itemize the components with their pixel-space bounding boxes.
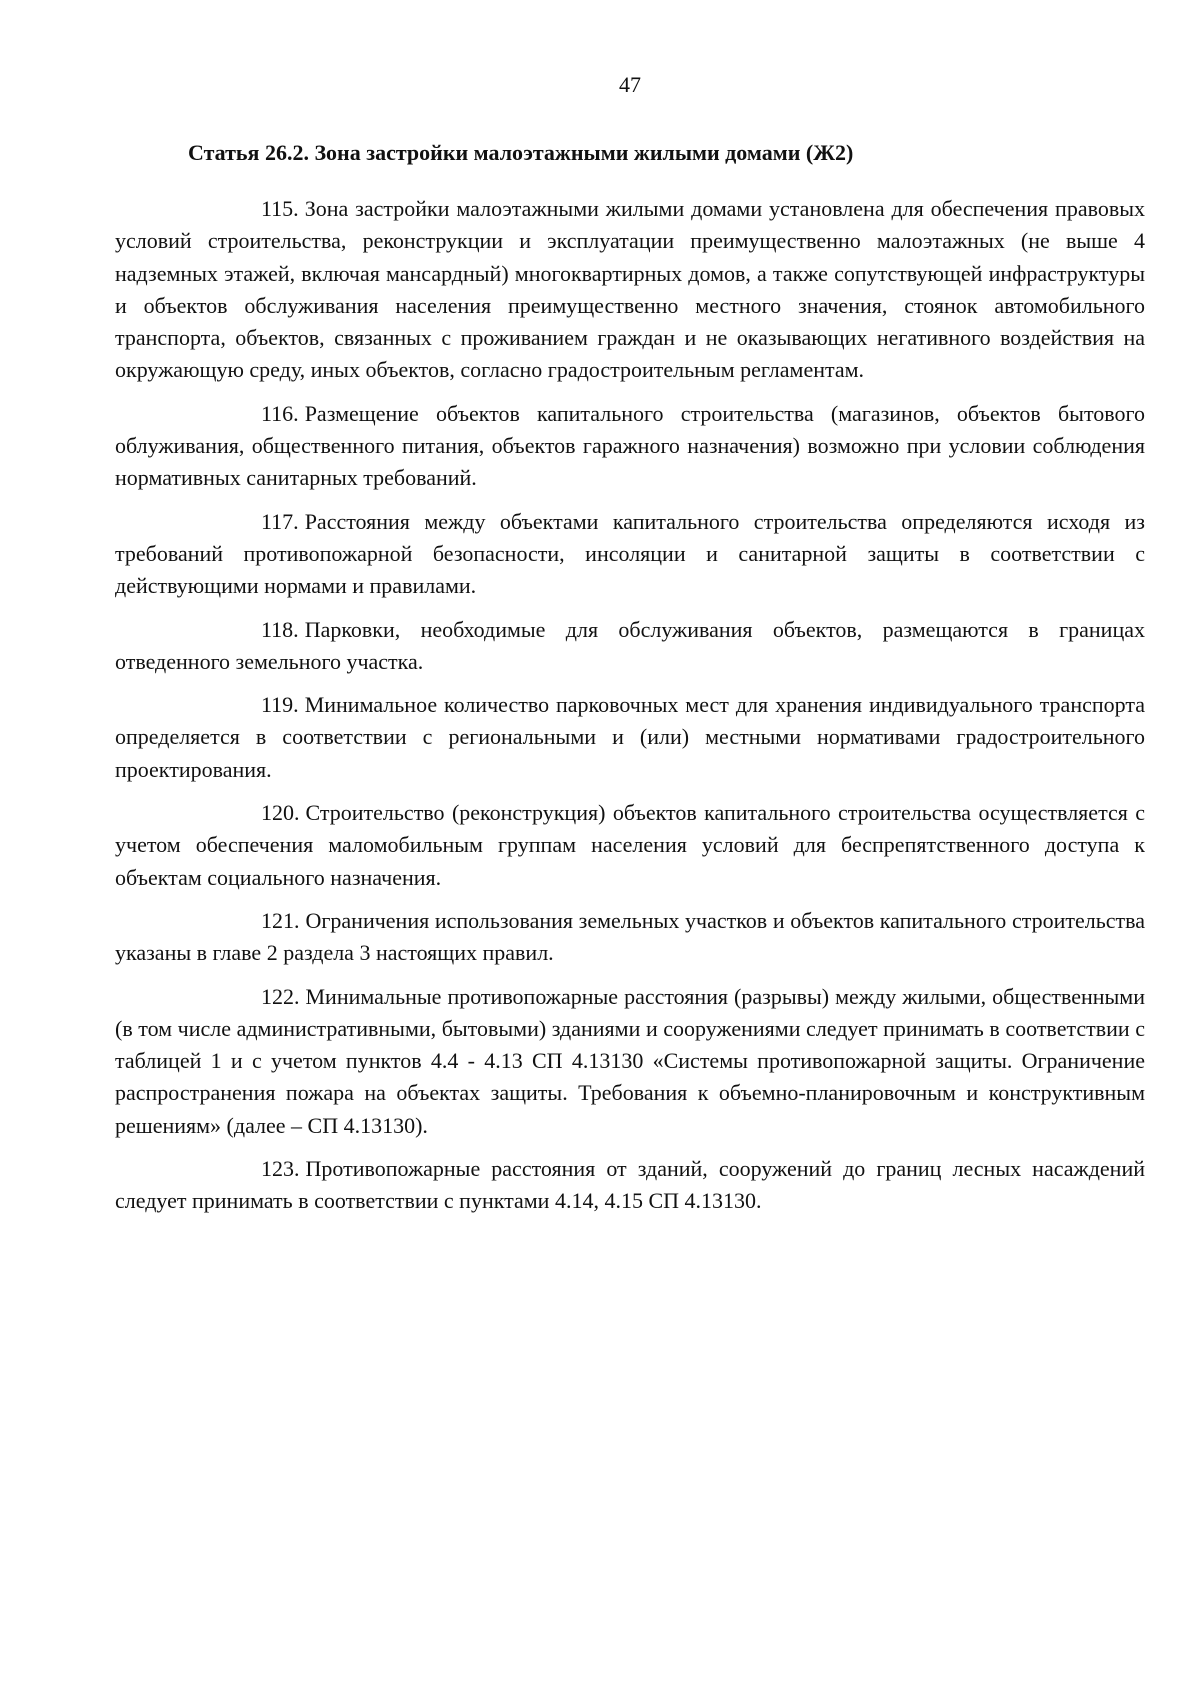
paragraph-text: Расстояния между объектами капитального строительства определяются исходя из требований противопожарной безопасности, инсоляции и санитарной защиты в соответствии с действующими нормами и правилами. <box>115 508 1145 599</box>
paragraph-text: Строительство (реконструкция) объектов капитального строительства осуществляется с учетом обеспечения маломобильным группам населения условий для беспрепятственного доступа к объектам социального назначения. <box>115 800 1145 890</box>
paragraph-number: 116. <box>261 400 299 426</box>
paragraph-text: Противопожарные расстояния от зданий, сооружений до границ лесных насаждений следует принимать в соответствии с пунктами 4.14, 4.15 СП 4.13130. <box>115 1156 1145 1214</box>
paragraph-text: Минимальное количество парковочных мест для хранения индивидуального транспорта определяется в соответствии с региональными и (или) местными нормативами градостроительного проектирования. <box>115 692 1145 782</box>
paragraph-number: 122. <box>261 983 300 1009</box>
paragraph-number: 118. <box>261 616 299 642</box>
paragraph-number: 115. <box>261 196 299 221</box>
paragraph-text: Ограничения использования земельных участков и объектов капитального строительства указаны в главе 2 раздела 3 настоящих правил. <box>115 907 1145 966</box>
paragraph-119 <box>115 689 1145 786</box>
paragraph-number: 117. <box>261 508 299 534</box>
paragraph-115 <box>115 193 1145 387</box>
paragraph-121 <box>115 905 1145 970</box>
paragraph-number: 121. <box>261 907 300 933</box>
paragraph-text: Размещение объектов капитального строительства (магазинов, объектов бытового облуживания, общественного питания, объектов гаражного назначения) возможно при условии соблюдения нормативных санитарных требований. <box>115 400 1145 491</box>
page-number: 47 <box>619 72 641 97</box>
paragraph-120 <box>115 797 1145 894</box>
paragraph-text: Зона застройки малоэтажными жилыми домами установлена для обеспечения правовых условий строительства, реконструкции и эксплуатации преимущественно малоэтажных (не выше 4 надземных этажей, включая мансардный) многоквартирных домов, а также сопутствующей инфраструктуры и объектов обслуживания населения преимущественно местного значения, стоянок автомобильного транспорта, объектов, связанных с проживанием граждан и не оказывающих негативного воздействия на окружающую среду, иных объектов, согласно градостроительным регламентам. <box>115 196 1145 383</box>
paragraph-number: 119. <box>261 692 299 718</box>
paragraph-number: 123. <box>261 1156 300 1182</box>
paragraph-116 <box>115 398 1145 495</box>
paragraph-118 <box>115 614 1145 679</box>
paragraph-117 <box>115 506 1145 603</box>
document-body <box>115 193 1145 1229</box>
paragraph-122 <box>115 981 1145 1142</box>
article-title: Статья 26.2. Зона застройки малоэтажными жилыми домами (Ж2) <box>188 140 854 165</box>
paragraph-text: Минимальные противопожарные расстояния (разрывы) между жилыми, общественными (в том числе административными, бытовыми) зданиями и сооружениями следует принимать в соответствии с таблицей 1 и с учетом пунктов 4.4 - 4.13 СП 4.13130 «Системы противопожарной защиты. Ограничение распространения пожара на объектах защиты. Требования к объемно-планировочным и конструктивным решениям» (далее – СП 4.13130). <box>115 983 1145 1138</box>
paragraph-number: 120. <box>261 800 300 826</box>
paragraph-123 <box>115 1153 1145 1218</box>
paragraph-text: Парковки, необходимые для обслуживания объектов, размещаются в границах отведенного земельного участка. <box>115 616 1145 674</box>
